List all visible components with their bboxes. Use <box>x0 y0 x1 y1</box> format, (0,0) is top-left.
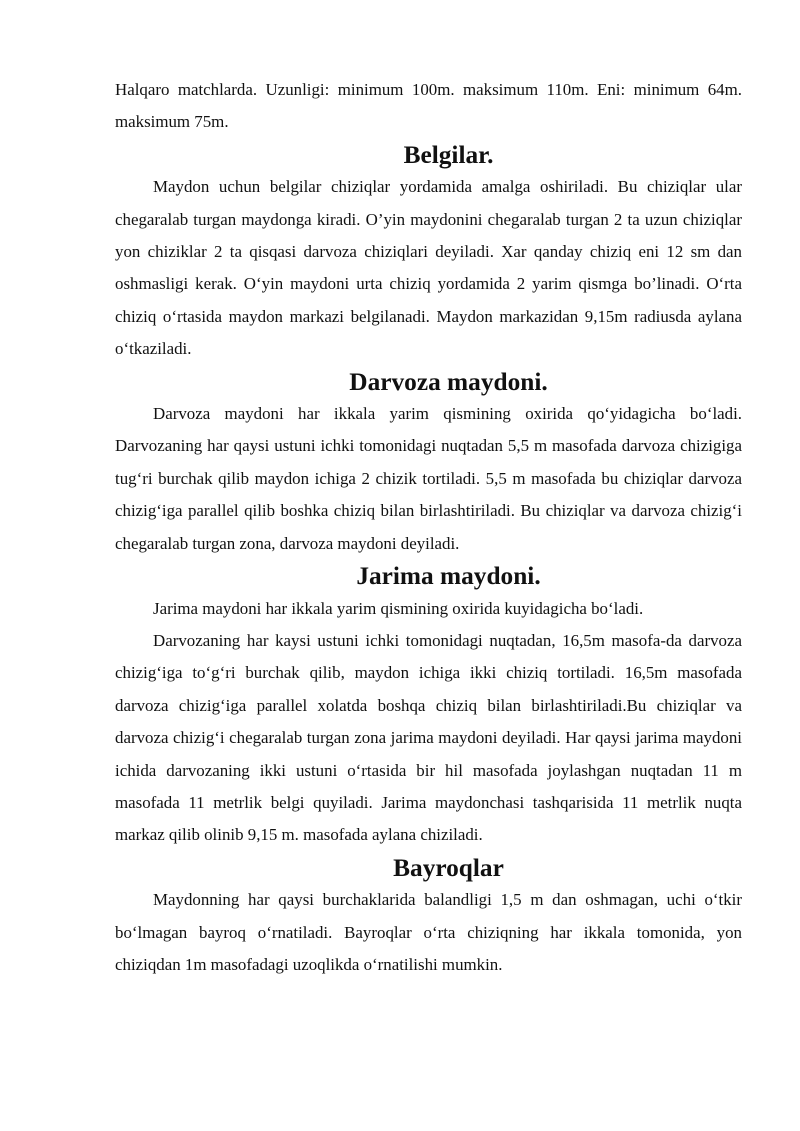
paragraph-belgilar: Maydon uchun belgilar chiziqlar yordamida amalga oshiriladi. Bu chiziqlar ular chegaralab turgan maydonga kiradi. O’yin maydonini chegaralab turgan 2 ta uzun chiziqlar yon chiziklar 2 ta qisqasi darvoza chiziqlari deyiladi. Xar qanday chiziq eni 12 sm dan oshmasligi kerak. O‘yin maydoni urta chiziq yordamida 2 yarim qismga bo’linadi. O‘rta chiziq o‘rtasida maydon markazi belgilanadi. Maydon markazidan 9,15m radiusda aylana o‘tkaziladi. <box>115 177 742 359</box>
section-heading-jarima-maydoni: Jarima maydoni. <box>356 562 541 591</box>
intro-paragraph: Halqaro matchlarda. Uzunligi: minimum 100m. maksimum 110m. Eni: minimum 64m. maksimum 75m. <box>115 80 742 132</box>
section-heading-darvoza-maydoni: Darvoza maydoni. <box>349 367 548 396</box>
section-heading-belgilar: Belgilar. <box>403 140 494 169</box>
paragraph-bayroqlar: Maydonning har qaysi burchaklarida balandligi 1,5 m dan oshmagan, uchi o‘tkir bo‘lmagan bayroq o‘rnatiladi. Bayroqlar o‘rta chiziqning har ikkala tomonida, yon chiziqdan 1m masofadagi uzoqlikda o‘rnatilishi mumkin. <box>115 890 742 974</box>
paragraph-jarima-maydoni-intro: Jarima maydoni har ikkala yarim qismining oxirida kuyidagicha bo‘ladi. <box>153 598 644 618</box>
paragraph-darvoza-maydoni: Darvoza maydoni har ikkala yarim qismining oxirida qo‘yidagicha bo‘ladi. Darvozaning har qaysi ustuni ichki tomonidagi nuqtadan 5,5 m masofada darvoza chizigiga tug‘ri burchak qilib maydon ichiga 2 chizik tortiladi. 5,5 m masofada bu chiziqlar darvoza chizig‘iga parallel qilib boshka chiziq bilan birlashtiriladi. Bu chiziqlar va darvoza chizig‘i chegaralab turgan zona, darvoza maydoni deyiladi. <box>115 404 742 553</box>
paragraph-jarima-maydoni-details: Darvozaning har kaysi ustuni ichki tomonidagi nuqtadan, 16,5m masofa-da darvoza chizig‘iga to‘g‘ri burchak qilib, maydon ichiga ikki chiziq tortiladi. 16,5m masofada darvoza chizig‘iga parallel xolatda boshqa chiziq bilan birlashtiriladi.Bu chiziqlar va darvoza chizig‘i chegaralab turgan zona jarima maydoni deyiladi. Har qaysi jarima maydoni ichida darvozaning ikki ustuni o‘rtasida bir hil masofada joylashgan nuqtadan 11 m masofada 11 metrlik belgi quyiladi. Jarima maydonchasi tashqarisida 11 metrlik nuqta markaz qilib olinib 9,15 m. masofada aylana chiziladi. <box>115 630 742 845</box>
section-heading-bayroqlar: Bayroqlar <box>393 853 504 882</box>
document-page <box>115 74 742 981</box>
